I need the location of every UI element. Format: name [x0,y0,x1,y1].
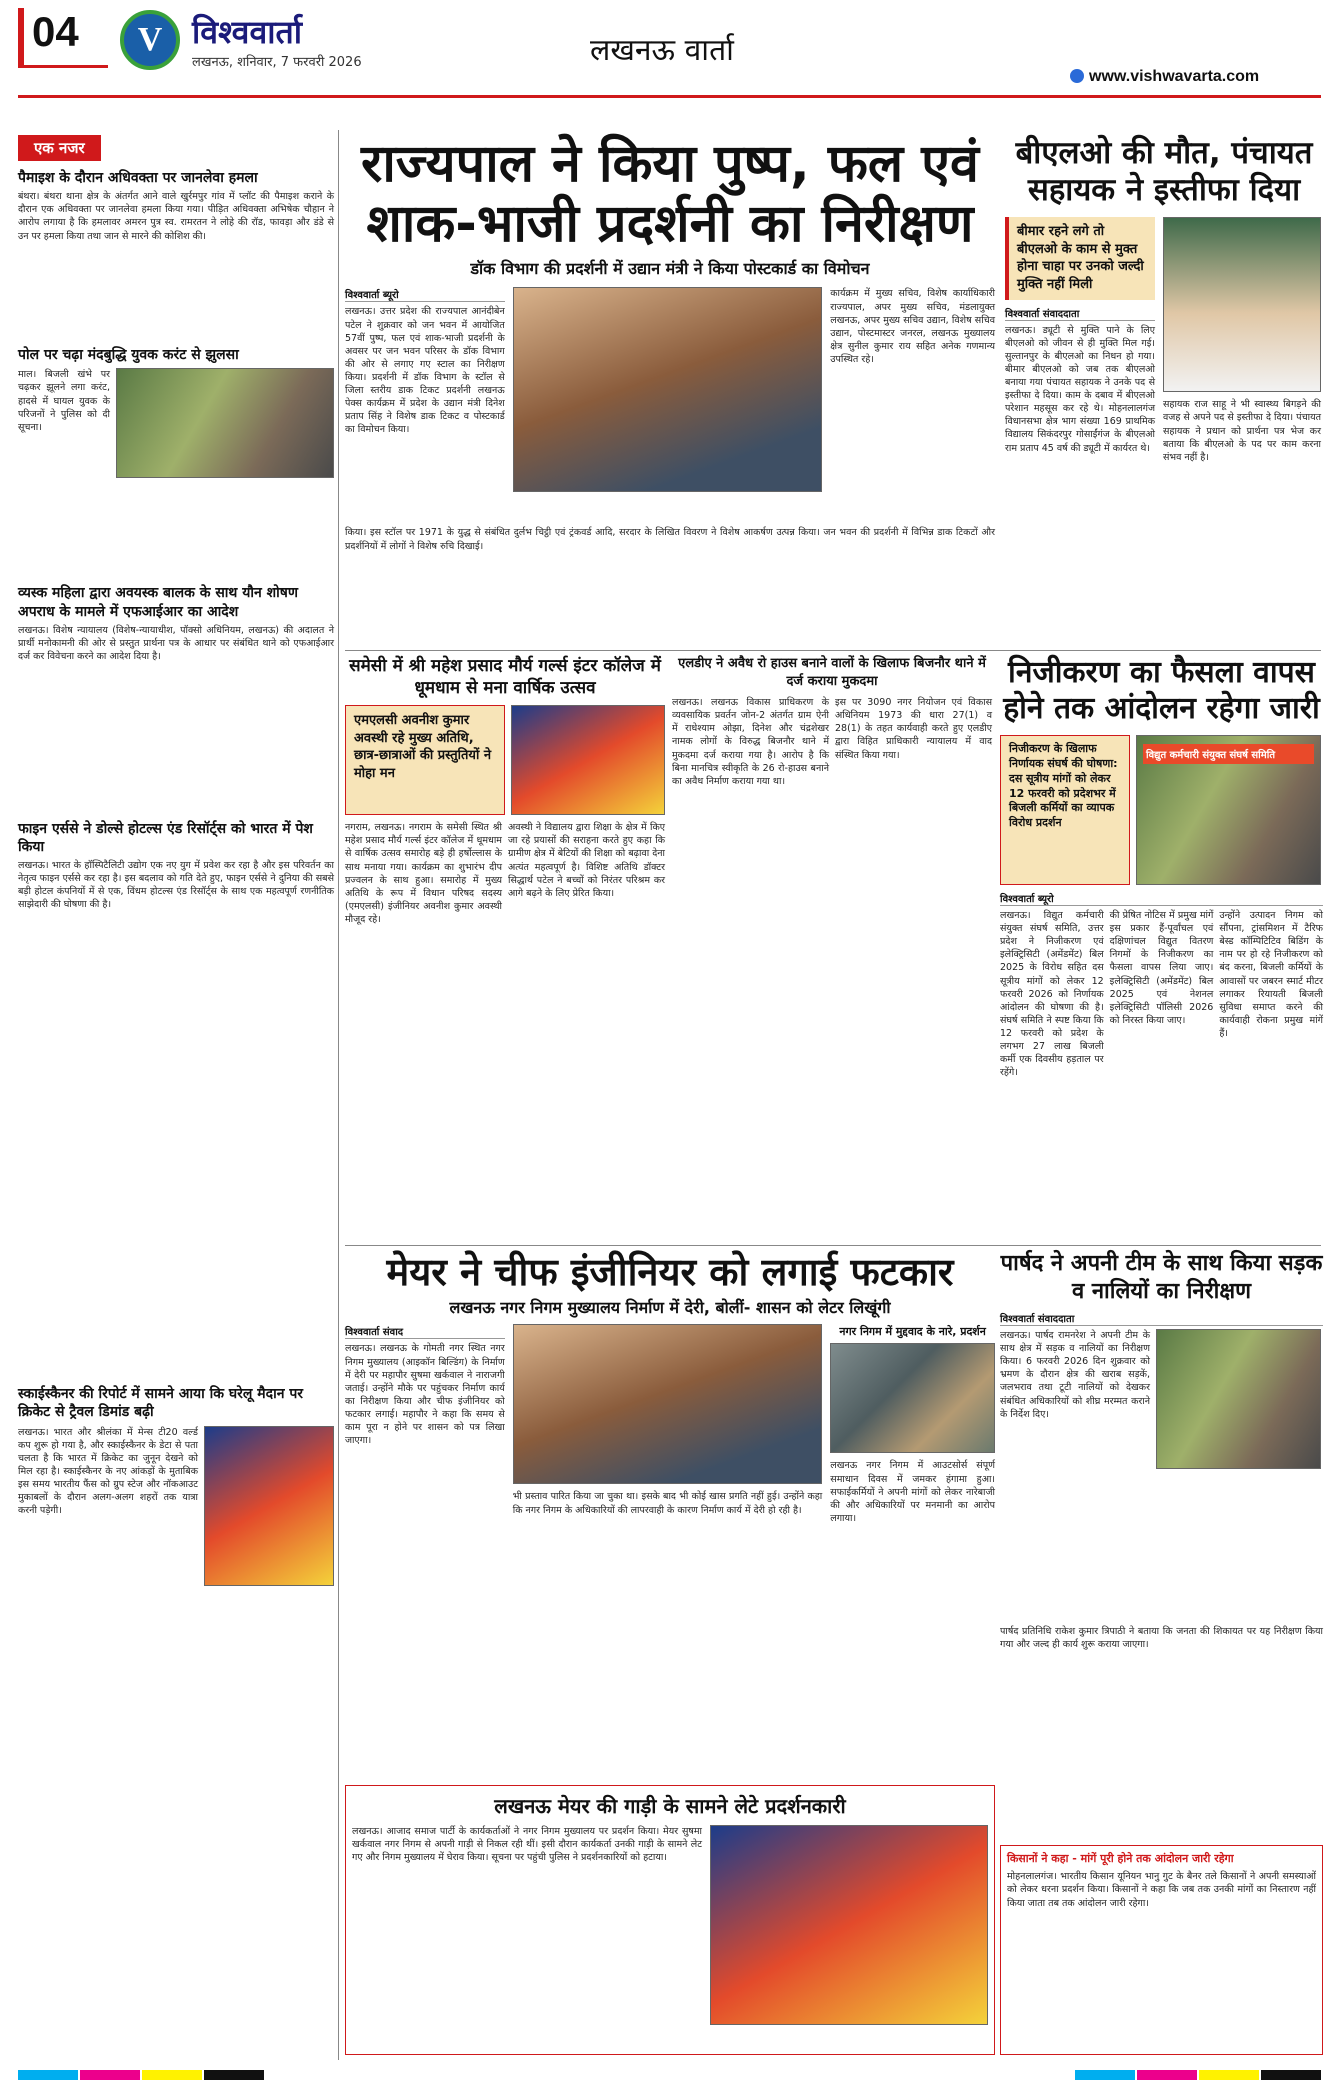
blo-byline: विश्ववार्ता संवाददाता [1005,306,1155,321]
masthead [120,10,450,80]
cmyk-strip [18,2070,78,2080]
brand-name: विश्ववार्ता [192,13,303,51]
protest-body: लखनऊ। आजाद समाज पार्टी के कार्यकर्ताओं ने नगर निगम मुख्यालय पर प्रदर्शन किया। मेयर सुषमा खर्कवाल नगर निगम से अपनी गाड़ी से निकल रही थीं। इसी दौरान कार्यकर्ता उनकी गाड़ी के सामने लेट गए और निगम मुख्यालय में घेराव किया। सूचना पर पहुंची पुलिस ने प्रदर्शनकारियों को हटाया। [352,1826,706,1864]
councillor-photo [1156,1329,1321,1469]
protest-headline: लखनऊ मेयर की गाड़ी के सामने लेटे प्रदर्शनकारी [494,1794,846,1818]
lead-body-3: कार्यक्रम में मुख्य सचिव, विशेष कार्याधिकारी राज्यपाल, अपर मुख्य सचिव, मंडलायुक्त लखनऊ, अपर मुख्य सचिव उद्यान, विशेष सचिव उद्यान, पोस्टमास्टर जनरल, लखनऊ मुख्यालय क्षेत्र सुनील कुमार राय सहित अनेक गणमान्य उपस्थित रहे। [830,288,999,365]
brief-body-5: लखनऊ। भारत और श्रीलंका में मेन्स टी20 वर्ल्ड कप शुरू हो गया है, और स्काईस्कैनर के डेटा से पता चलता है कि भारत में क्रिकेट का जुनून देखने को मिल रहा है। स्काईस्कैनर के नए आंकड़ों के मुताबिक इस समय भारतीय फैंस को ग्रुप स्टेज और नॉकआउट मुकाबलों के दौरान अलग-अलग शहरों तक यात्रा करनी पड़ेगी। [18,1426,202,1517]
globe-icon [1070,69,1084,83]
protest-story [345,1785,995,2055]
page-title: लखनऊ वार्ता [590,33,734,68]
website[interactable] [1070,68,1259,86]
protest-photo [830,1343,995,1453]
sameshi-pullquote: एमएलसी अवनीश कुमार अवस्थी रहे मुख्य अतिथि, छात्र-छात्राओं की प्रस्तुतियों ने मोहा मन [345,705,505,815]
privatization-headline: निजीकरण का फैसला वापस होने तक आंदोलन रहेगा जारी [1003,655,1320,726]
cmyk-strip [1199,2070,1259,2080]
privatization-story [1000,655,1327,1245]
website-link[interactable]: www.vishwavarta.com [1089,68,1260,85]
privatization-body: लखनऊ। विद्युत कर्मचारी संयुक्त संघर्ष समिति, उत्तर प्रदेश ने निजीकरण एवं इलेक्ट्रिसिटी (अमेंडमेंट) बिल 2025 के विरोध सहित दस सूत्रीय मांगों को लेकर 12 फरवरी 2026 को निर्णायक आंदोलन की घोषणा की है। संघर्ष समिति ने स्पष्ट किया कि 12 फरवरी को प्रदेश के लगभग 27 लाख बिजली कर्मी एक दिवसीय हड़ताल पर रहेंगे। [1000,910,1107,1079]
dateline: लखनऊ, शनिवार, 7 फरवरी 2026 [192,55,362,70]
cmyk-strip [1261,2070,1321,2080]
mayor-photo [513,1324,823,1484]
brief-headline-4: फाइन एर्ससे ने डोल्से होटल्स एंड रिसॉर्ट्स को भारत में पेश किया [18,820,313,855]
brief-body-3: लखनऊ। विशेष न्यायालय (विशेष-न्यायाधीश, पॉक्सो अधिनियम, लखनऊ) की अदालत ने प्रार्थी मनोकामनी की ओर से प्रस्तुत प्रार्थना पत्र के आधार पर संबंधित थाने को एफआईआर दर्ज कर विवेचना करने का आदेश दिया है। [18,624,338,662]
section-divider [345,650,1321,651]
blo-body: लखनऊ। ड्यूटी से मुक्ति पाने के लिए बीएलओ को जीवन से ही मुक्ति मिल गई। सुल्तानपुर के बीएलओ का निधन हो गया। बीमार बीएलओ को जब तक बीएलओ बनाया गया पंचायत सहायक ने उनके पद से इस्तीफा दे दिया। काम के दबाव में बीएलओ परेशान महसूस कर रहे थे। मोहनलालगंज विधानसभा क्षेत्र भाग संख्या 169 प्राथमिक विद्यालय सिकंदरपुर गोसाईंगंज के बीएलओ राम प्रताप 45 वर्ष की ड्यूटी में कार्यरत थे। [1005,324,1159,454]
councillor-body-2: पार्षद प्रतिनिधि राकेश कुमार त्रिपाठी ने बताया कि जनता की शिकायत पर यह निरीक्षण किया गया और जल्द ही कार्य शुरू कराया जाएगा। [1000,1626,1327,1651]
brief-body-4: लखनऊ। भारत के हॉस्पिटैलिटी उद्योग एक नए युग में प्रवेश कर रहा है और इस परिवर्तन का नेतृत्व फाइन एर्ससे कर रहा है। इस बदलाव को गति देते हुए, फाइन एर्ससे ने दुनिया की सबसे बड़ी होटल कंपनियों में से एक, विंधम होटल्स एंड रिसॉर्ट्स के साथ एक महत्वपूर्ण रणनीतिक साझेदारी की घोषणा की है। [18,860,338,911]
privatization-body-3: उन्होंने उत्पादन निगम को सौंपना, ट्रांसमिशन में टैरिफ बेस्ड कॉम्पिटिटिव बिडिंग के नाम पर हो रहे निजीकरण को बंद करना, बिजली कर्मियों के आवासों पर जबरन स्मार्ट मीटर लगाकर रियायती बिजली सुविधा समाप्त करने की कार्यवाही रोकना प्रमुख मांगें हैं। [1219,910,1327,1039]
union-banner: विद्युत कर्मचारी संयुक्त संघर्ष समिति [1143,744,1314,764]
brand-logo: V [120,10,180,70]
protest-caption: नगर निगम में मुद्दवाद के नारे, प्रदर्शन [839,1325,986,1339]
mayor-story [345,1250,999,1780]
privatization-body-2: की प्रेषित नोटिस में प्रमुख मांगें इस प्रकार हैं-पूर्वांचल एवं दक्षिणांचल विद्युत वितरण निगमों के निजीकरण का फैसला वापस लिया जाए। इलेक्ट्रिसिटी (अमेंडमेंट) बिल 2025 एवं नेशनल इलेक्ट्रिसिटी पॉलिसी 2026 को निरस्त किया जाए। [1109,910,1217,1026]
lda-headline: एलडीए ने अवैध रो हाउस बनाने वालों के खिलाफ बिजनौर थाने में दर्ज कराया मुकदमा [678,656,986,689]
governor-photo [513,287,823,492]
brief-body-1: बंथरा। बंथरा थाना क्षेत्र के अंतर्गत आने वाले खुर्रमपुर गांव में प्लॉट की पैमाइश कराने के दौरान एक अधिवक्ता पर जानलेवा हमला किया गया। पीड़ित अधिवक्ता अभिषेक चौहान ने आरोप लगाया है कि हमलावर अमरन पुत्र स्व. रामरतन ने लोहे की रॉड, फावड़ा और डंडे से उन पर हमला किया तथा जान से मारने की कोशिश की। [18,191,338,242]
cmyk-strip [1137,2070,1197,2080]
lead-body-2: किया। इस स्टॉल पर 1971 के युद्ध से संबंधित दुर्लभ चिट्ठी एवं ट्रंकवर्ड आदि, सरदार के लिखित विवरण ने विशेष आकर्षण उत्पन्न किया। जन भवन की प्रदर्शनी में विभिन्न डाक टिकटों और प्रदर्शनियों में लोगों ने विशेष रुचि दिखाई। [345,527,999,552]
lda-story [672,655,996,1245]
lead-subhead: डॉक विभाग की प्रदर्शनी में उद्यान मंत्री ने किया पोस्टकार्ड का विमोचन [470,258,870,278]
brief-headline-1: पैमाइश के दौरान अधिवक्ता पर जानलेवा हमला [18,170,258,186]
privatization-byline: विश्ववार्ता ब्यूरो [1000,891,1323,906]
brief-headline-3: व्यस्क महिला द्वारा अवयस्क बालक के साथ यौन शोषण अपराध के मामले में एफआईआर का आदेश [18,585,299,620]
cmyk-strip [142,2070,202,2080]
lead-story [345,134,999,695]
privatization-photo [1136,735,1321,885]
lda-body: लखनऊ। लखनऊ विकास प्राधिकरण के व्यवसायिक प्रवर्तन जोन-2 अंतर्गत ग्राम ऐनी में राधेश्याम ओझा, दिनेश और चंद्रशेखर नामक लोगों के विरुद्ध बिजनौर थाने में मुकदमा दर्ज कराया गया है। आरोप है कि बिना मानचित्र स्वीकृति के 26 रो-हाउस बनाने का अवैध निर्माण कराया गया था। [672,697,833,787]
councillor-headline: पार्षद ने अपनी टीम के साथ किया सड़क व नालियों का निरीक्षण [1000,1251,1323,1304]
blo-pullquote: बीमार रहने लगे तो बीएलओ के काम से मुक्त होना चाहा पर उनको जल्दी मुक्ति नहीं मिली [1005,217,1155,299]
pole-accident-photo [116,368,334,478]
councillor-body: लखनऊ। पार्षद रामनरेश ने अपनी टीम के साथ क्षेत्र में सड़क व नालियों का निरीक्षण किया। 6 फरवरी 2026 दिन शुक्रवार को भ्रमण के दौरान क्षेत्र की खराब सड़कें, जलभराव तथा टूटी नालियों को देखकर संबंधित अधिकारियों को शीघ्र मरम्मत कराने के निर्देश दिए। [1000,1330,1154,1420]
cmyk-strip [80,2070,140,2080]
mayor-byline: विश्ववार्ता संवाद [345,1324,505,1339]
brief-body-2: माल। बिजली खंभे पर चढ़कर झूलने लगा करंट, हादसे में घायल युवक के परिजनों ने पुलिस को दी सूचना। [18,369,114,433]
farmers-headline: किसानों ने कहा - मांगें पूरी होने तक आंदोलन जारी रहेगा [1007,1852,1234,1865]
sameshi-story [345,655,669,1245]
sameshi-body-2: अवस्थी ने विद्यालय द्वारा शिक्षा के क्षेत्र में किए जा रहे प्रयासों की सराहना करते हुए कहा कि ग्रामीण क्षेत्र में बेटियों की शिक्षा को बढ़ावा देना अत्यंत महत्वपूर्ण है। विशिष्ट अतिथि डॉक्टर सिद्धार्थ पटेल ने बच्चों को निरंतर परिश्रम कर आगे बढ़ने के लिए प्रेरित किया। [508,822,669,899]
lead-headline: राज्यपाल ने किया पुष्प, फल एवं शाक-भाजी प्रदर्शनी का निरीक्षण [361,134,979,254]
blo-headline: बीएलओ की मौत, पंचायत सहायक ने इस्तीफा दिया [1015,135,1313,209]
lda-body-2: इस पर 3090 नगर नियोजन एवं विकास अधिनियम 1973 की धारा 27(1) व 28(1) के तहत कार्यवाही करते हुए एलडीए द्वारा विहित प्राधिकारी न्यायालय में वाद संस्थित किया गया। [835,697,996,761]
brief-headline-5: स्काईस्कैनर की रिपोर्ट में सामने आया कि घरेलू मैदान पर क्रिकेट से ट्रैवल डिमांड बढ़ी [18,1386,304,1421]
cricket-photo [204,1426,334,1586]
cmyk-strip [1075,2070,1135,2080]
farmers-body: मोहनलालगंज। भारतीय किसान यूनियन भानु गुट के बैनर तले किसानों ने अपनी समस्याओं को लेकर धरना प्रदर्शन किया। किसानों ने कहा कि जब तक उनकी मांगों का निस्तारण नहीं किया जाता तब तक आंदोलन जारी रहेगा। [1007,1871,1320,1909]
top-rule [18,95,1321,98]
sameshi-photo [511,705,665,815]
councillor-byline: विश्ववार्ता संवाददाता [1000,1311,1323,1326]
blo-body-2: सहायक राज साहू ने भी स्वास्थ्य बिगड़ने की वजह से अपने पद से इस्तीफा दे दिया। पंचायत सहायक ने प्रधान को प्रार्थना पत्र भेज कर बताया कि बीएलओ के पद पर काम करना संभव नहीं है। [1163,399,1325,463]
mayor-headline: मेयर ने चीफ इंजीनियर को लगाई फटकार [386,1250,954,1294]
blo-portrait-photo [1163,217,1321,392]
left-column [18,135,338,2060]
lead-body-1: लखनऊ। उत्तर प्रदेश की राज्यपाल आनंदीबेन पटेल ने शुक्रवार को जन भवन में आयोजित 57वीं पुष्प, फल एवं शाक-भाजी प्रदर्शनी के अवसर पर जन भवन परिसर के डॉक विभाग की ओर से लगाए गए स्टाल का निरीक्षण किया। प्रदर्शनी में डॉक विभाग के स्टॉल से जिला स्तरीय डाक टिकट प्रदर्शनी लखनऊ पेक्स कार्यक्रम में प्रदेश के उद्यान मंत्री दिनेश प्रताप सिंह ने विशेष डाक टिकट व पोस्टकार्ड का विमोचन किया। [345,306,508,436]
mayor-body: लखनऊ। लखनऊ के गोमती नगर स्थित नगर निगम मुख्यालय (आइकॉन बिल्डिंग) के निर्माण में देरी पर महापौर सुषमा खर्कवाल ने नाराजगी जताई। उन्होंने मौके पर पहुंचकर निर्माण कार्य का निरीक्षण किया और चीफ इंजीनियर को फटकार लगाई। महापौर ने कहा कि समय से काम पूरा न होने पर शासन को पत्र लिखा जाएगा। [345,1343,508,1447]
section-divider [345,1245,1321,1246]
column-divider [338,130,339,2060]
ek-nazar-tag: एक नजर [18,135,101,161]
privatization-pullquote: निजीकरण के खिलाफ निर्णायक संघर्ष की घोषणा: दस सूत्रीय मांगों को लेकर 12 फरवरी को प्रदेशभर में बिजली कर्मियों का व्यापक विरोध प्रदर्शन [1000,735,1130,885]
mayor-car-protest-photo [710,1825,988,2025]
sameshi-headline: समेसी में श्री महेश प्रसाद मौर्य गर्ल्स इंटर कॉलेज में धूमधाम से मना वार्षिक उत्सव [349,656,661,699]
farmers-story [1000,1845,1323,2055]
mayor-body-2: भी प्रस्ताव पारित किया जा चुका था। इसके बाद भी कोई खास प्रगति नहीं हुई। उन्होंने कहा कि नगर निगम के अधिकारियों की लापरवाही के कारण निर्माण कार्य में देरी हो रही है। [512,1491,826,1516]
blo-story [1005,135,1323,695]
mayor-subhead: लखनऊ नगर निगम मुख्यालय निर्माण में देरी, बोलीं- शासन को लेटर लिखूंगी [449,1297,891,1317]
councillor-story [1000,1250,1327,1840]
sameshi-body: नगराम, लखनऊ। नगराम के समेसी स्थित श्री महेश प्रसाद मौर्य गर्ल्स इंटर कॉलेज में धूमधाम से वार्षिक उत्सव समारोह बड़े ही हर्षोल्लास के साथ मनाया गया। कार्यक्रम का शुभारंभ दीप प्रज्वलन के साथ हुआ। समारोह में मुख्य अतिथि के रूप में विधान परिषद सदस्य (एमएलसी) इंजीनियर अवनीश कुमार अवस्थी मौजूद रहे। [345,822,506,925]
mayor-body-3: लखनऊ नगर निगम में आउटसोर्स संपूर्ण समाधान दिवस में जमकर हंगामा हुआ। सफाईकर्मियों ने अपनी मांगों को लेकर नारेबाजी की और अधिकारियों पर मनमानी का आरोप लगाया। [830,1460,999,1524]
brief-headline-2: पोल पर चढ़ा मंदबुद्धि युवक करंट से झुलसा [18,347,239,364]
lead-byline: विश्ववार्ता ब्यूरो [345,287,505,302]
page-number: 04 [18,8,108,68]
cmyk-strip [204,2070,264,2080]
